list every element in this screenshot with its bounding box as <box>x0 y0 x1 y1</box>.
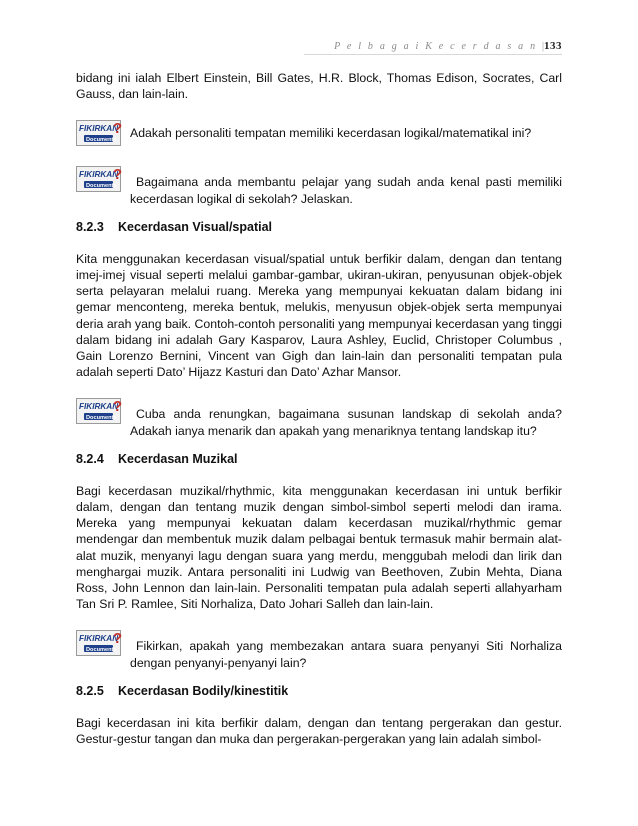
reflection-prompt <box>76 118 562 148</box>
reflection-text: Adakah personaliti tempatan memiliki kecerdasan logikal/matematikal ini? <box>130 126 532 141</box>
section-heading <box>76 451 562 467</box>
section-paragraph: Kita menggunakan kecerdasan visual/spatial untuk berfikir dalam, dengan dan tentang imej-imej visual seperti melalui gambar-gambar, ukiran-ukiran, penyusunan objek-objek serta pelayaran melalui ruang. Mereka yang mempunyai kekuatan dalam bidang ini gemar menconteng, mereka bentuk, melukis, menyusun objek-objek serta mempunyai deria arah yang baik. Contoh-contoh personaliti yang mempunyai kecerdasan yang tinggi dalam bidang ini adalah Gary Kasparov, Laura Ashley, Euclid, Christoper Columbus , Gain Lorenzo Bernini, Vincent van Gigh dan lain-lain dan personaliti tempatan pula adalah seperti Dato’ Hijazz Kasturi dan Dato’ Azhar Mansor. <box>76 251 562 380</box>
svg-text:?: ? <box>113 120 123 138</box>
svg-text:Documents: Documents <box>86 647 117 654</box>
svg-text:Documents: Documents <box>86 137 117 144</box>
section-paragraph: Bagi kecerdasan ini kita berfikir dalam, dengan dan tentang pergerakan dan gestur. Gestur-gestur tangan dan muka dan pergerakan-pergerakan yang lain adalah simbol- <box>76 715 562 747</box>
fikirkan-badge-icon <box>76 396 124 426</box>
running-title: P e l b a g a i K e c e r d a s a n <box>334 41 538 52</box>
svg-text:?: ? <box>113 630 123 648</box>
section-number: 8.2.3 <box>76 219 104 234</box>
section-title: Kecerdasan Visual/spatial <box>118 219 273 234</box>
section-paragraph: Bagi kecerdasan muzikal/rhythmic, kita menggunakan kecerdasan ini untuk berfikir dalam, dengan dan tentang muzik dengan simbol-simbol seperti melodi dan irama. Mereka yang mempunyai kekuatan dalam kecerdasan muzikal/rhythmic gemar mendengar dan membentuk muzik dalam pelbagai bentuk termasuk mahir bermain alat-alat muzik, menyanyi lagu dengan suara yang merdu, menggubah melodi dan lirik dan menghargai muzik. Antara personaliti ini Ludwig van Beethoven, Zubin Mehta, Diana Ross, John Lennon dan lain-lain. Personaliti tempatan pula adalah seperti allahyarham Tan Sri P. Ramlee, Siti Norhaliza, Dato Johari Salleh dan lain-lain. <box>76 483 562 612</box>
reflection-text: Fikirkan, apakah yang membezakan antara suara penyanyi Siti Norhaliza dengan penyanyi-penyanyi lain? <box>130 639 562 670</box>
fikirkan-badge-icon <box>76 118 124 148</box>
svg-text:FIKIRKAN: FIKIRKAN <box>79 402 119 412</box>
section-number: 8.2.4 <box>76 451 104 466</box>
svg-text:FIKIRKAN: FIKIRKAN <box>79 634 119 644</box>
svg-text:FIKIRKAN: FIKIRKAN <box>79 124 119 134</box>
fikirkan-badge-icon <box>76 164 124 194</box>
svg-text:Documents: Documents <box>86 183 117 190</box>
reflection-text: Bagaimana anda membantu pelajar yang sudah anda kenal pasti memiliki kecerdasan logikal di sekolah? Jelaskan. <box>130 175 562 206</box>
page-body <box>76 70 562 747</box>
section-title: Kecerdasan Muzikal <box>118 451 238 466</box>
reflection-prompt <box>76 628 562 670</box>
svg-text:FIKIRKAN: FIKIRKAN <box>79 170 119 180</box>
intro-paragraph: bidang ini ialah Elbert Einstein, Bill Gates, H.R. Block, Thomas Edison, Socrates, Carl Gauss, dan lain-lain. <box>76 71 562 102</box>
reflection-prompt <box>76 396 562 438</box>
svg-text:?: ? <box>113 398 123 416</box>
header-separator: | <box>541 41 544 52</box>
section-title: Kecerdasan Bodily/kinestitik <box>118 683 289 698</box>
section-heading <box>76 683 562 699</box>
svg-text:?: ? <box>113 166 123 184</box>
section-number: 8.2.5 <box>76 683 104 698</box>
reflection-text: Cuba anda renungkan, bagaimana susunan landskap di sekolah anda? Adakah ianya menarik dan apakah yang menariknya tentang landskap itu? <box>130 407 562 438</box>
header-rule <box>304 54 562 55</box>
reflection-prompt <box>76 164 562 206</box>
running-header <box>334 40 562 52</box>
svg-text:Documents: Documents <box>86 415 117 422</box>
page-number: 133 <box>544 40 562 52</box>
section-heading <box>76 219 562 235</box>
fikirkan-badge-icon <box>76 628 124 658</box>
